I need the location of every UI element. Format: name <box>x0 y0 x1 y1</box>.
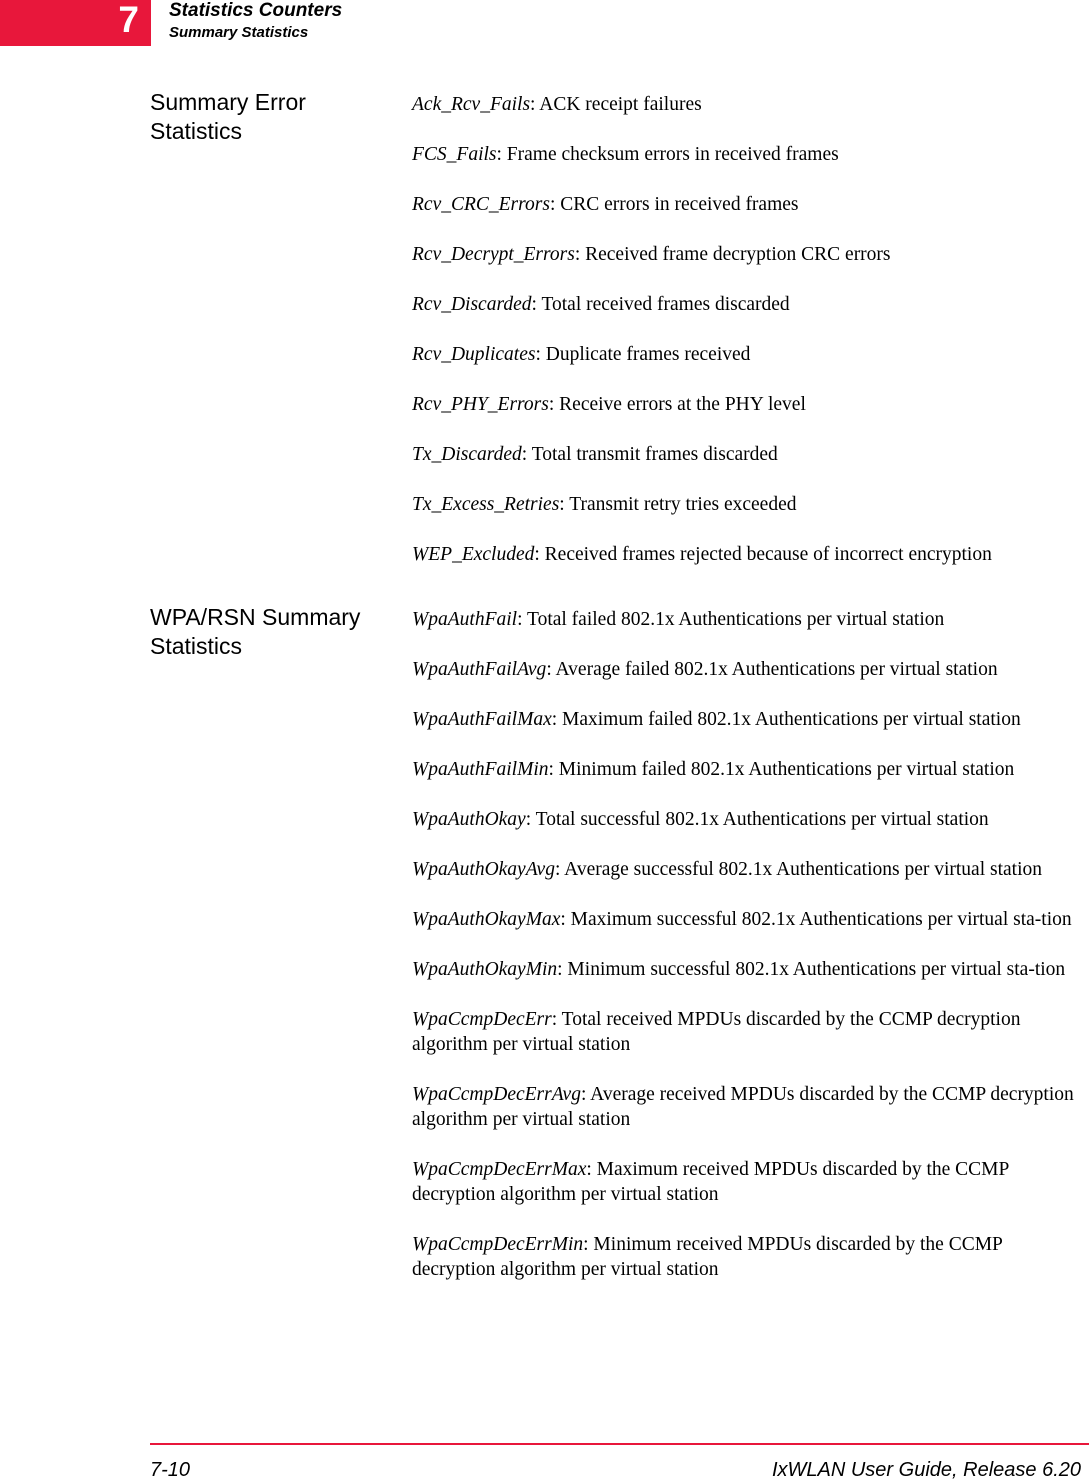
entry-description: : Total successful 802.1x Authentications per virtual station <box>525 809 989 830</box>
entry-term: WpaAuthOkay <box>412 809 526 830</box>
entry-term: Tx_Discarded <box>412 444 522 465</box>
entry-description: : Maximum failed 802.1x Authentications per virtual station <box>551 709 1021 730</box>
entry-term: Tx_Excess_Retries <box>412 494 560 515</box>
summary-error-list <box>412 92 1088 592</box>
entry-term: WpaAuthFail <box>412 609 518 630</box>
entry-term: WpaCcmpDecErrAvg <box>412 1084 581 1105</box>
definition-entry <box>412 1082 1088 1132</box>
entry-description: : Transmit retry tries exceeded <box>559 494 797 515</box>
section-heading-wpa-rsn: WPA/RSN Summary Statistics <box>150 604 361 659</box>
entry-description: : Duplicate frames received <box>535 344 751 365</box>
entry-description: : Frame checksum errors in received frames <box>496 144 839 165</box>
entry-term: WpaAuthOkayAvg <box>412 859 555 880</box>
definition-entry <box>412 607 1088 632</box>
entry-description: : Total transmit frames discarded <box>521 444 778 465</box>
entry-description: : Minimum received MPDUs discarded by the CCMP decryption algorithm per virtual station <box>412 1234 1003 1280</box>
definition-entry <box>412 442 1088 467</box>
entry-term: WpaAuthFailMax <box>412 709 552 730</box>
entry-term: Rcv_Duplicates <box>412 344 536 365</box>
header-subtitle: Summary Statistics <box>169 24 309 41</box>
entry-description: : Total received MPDUs discarded by the CCMP decryption algorithm per virtual station <box>412 1009 1021 1055</box>
wpa-rsn-list <box>412 607 1088 1307</box>
definition-entry <box>412 392 1088 417</box>
entry-term: Rcv_CRC_Errors <box>412 194 550 215</box>
entry-description: : Minimum failed 802.1x Authentications per virtual station <box>548 759 1015 780</box>
entry-description: : CRC errors in received frames <box>549 194 799 215</box>
definition-entry <box>412 342 1088 367</box>
section-heading-summary-error: Summary Error Statistics <box>150 89 306 144</box>
entry-description: : Average failed 802.1x Authentications per virtual station <box>546 659 998 680</box>
definition-entry <box>412 1232 1088 1282</box>
definition-entry <box>412 757 1088 782</box>
entry-term: WpaAuthOkayMin <box>412 959 558 980</box>
footer-page-number: 7-10 <box>150 1459 191 1481</box>
entry-term: Ack_Rcv_Fails <box>412 94 531 115</box>
entry-term: FCS_Fails <box>412 144 497 165</box>
entry-term: Rcv_Decrypt_Errors <box>412 244 575 265</box>
entry-term: WpaCcmpDecErr <box>412 1009 552 1030</box>
entry-description: : Maximum successful 802.1x Authentications per virtual sta-tion <box>560 909 1072 930</box>
footer-doc-title: IxWLAN User Guide, Release 6.20 <box>771 1459 1081 1481</box>
entry-description: : Received frames rejected because of incorrect encryption <box>534 544 992 565</box>
definition-entry <box>412 957 1088 982</box>
chapter-number: 7 <box>118 0 139 40</box>
header-title: Statistics Counters <box>169 0 343 21</box>
entry-description: : Receive errors at the PHY level <box>548 394 806 415</box>
entry-description: : Minimum successful 802.1x Authentications per virtual sta-tion <box>557 959 1066 980</box>
definition-entry <box>412 92 1088 117</box>
entry-term: WpaCcmpDecErrMin <box>412 1234 584 1255</box>
chapter-tab <box>0 0 151 46</box>
entry-term: WpaCcmpDecErrMax <box>412 1159 587 1180</box>
entry-term: WEP_Excluded <box>412 544 535 565</box>
footer-rule <box>150 1443 1089 1445</box>
entry-description: : Received frame decryption CRC errors <box>574 244 891 265</box>
entry-term: WpaAuthFailMin <box>412 759 549 780</box>
definition-entry <box>412 1007 1088 1057</box>
definition-entry <box>412 657 1088 682</box>
definition-entry <box>412 192 1088 217</box>
entry-description: : Average received MPDUs discarded by the CCMP decryption algorithm per virtual station <box>412 1084 1074 1130</box>
definition-entry <box>412 292 1088 317</box>
entry-description: : ACK receipt failures <box>530 94 702 115</box>
definition-entry <box>412 492 1088 517</box>
entry-description: : Total received frames discarded <box>531 294 790 315</box>
entry-description: : Maximum received MPDUs discarded by the CCMP decryption algorithm per virtual station <box>412 1159 1009 1205</box>
definition-entry <box>412 242 1088 267</box>
entry-description: : Total failed 802.1x Authentications per virtual station <box>517 609 945 630</box>
definition-entry <box>412 542 1088 567</box>
definition-entry <box>412 907 1088 932</box>
entry-term: WpaAuthOkayMax <box>412 909 561 930</box>
definition-entry <box>412 1157 1088 1207</box>
definition-entry <box>412 142 1088 167</box>
entry-description: : Average successful 802.1x Authentications per virtual station <box>554 859 1042 880</box>
definition-entry <box>412 807 1088 832</box>
definition-entry <box>412 857 1088 882</box>
entry-term: WpaAuthFailAvg <box>412 659 547 680</box>
definition-entry <box>412 707 1088 732</box>
entry-term: Rcv_PHY_Errors <box>412 394 549 415</box>
entry-term: Rcv_Discarded <box>412 294 532 315</box>
